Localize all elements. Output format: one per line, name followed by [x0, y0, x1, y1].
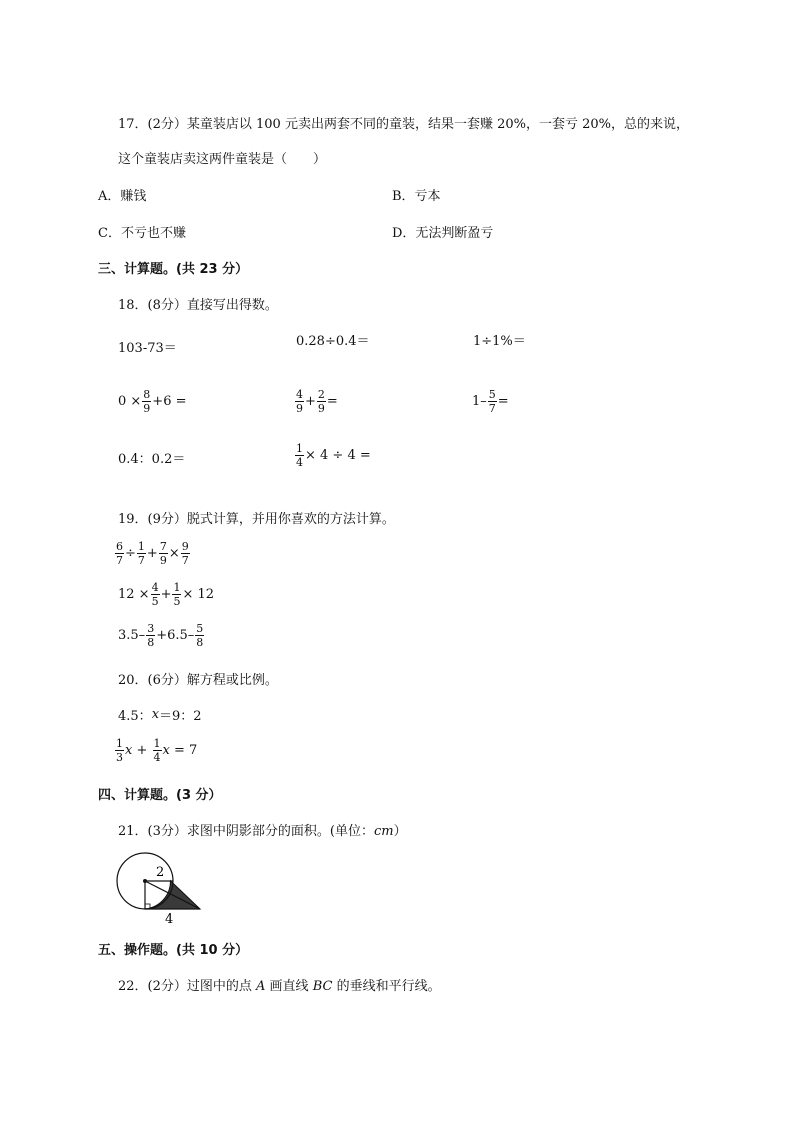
text: = 7: [169, 743, 198, 758]
fraction: [195, 622, 204, 649]
text: 22．(2分）过图中的点: [118, 979, 257, 994]
q18-r3c2: [294, 442, 371, 469]
denominator: 7: [181, 554, 189, 567]
text: × 4 ÷ 4 =: [305, 448, 371, 463]
q19-expr3: [118, 622, 205, 649]
q20-title: 20．(6分）解方程或比例。: [118, 673, 278, 688]
section3-title: 三、计算题。(共 23 分）: [98, 262, 249, 277]
q20-eq1: [118, 705, 202, 724]
numerator: 3: [147, 622, 155, 635]
q18-r1c3: 1÷1%＝: [473, 334, 526, 349]
text: 1–: [472, 394, 487, 409]
numerator: 6: [116, 540, 123, 553]
label-radius: 2: [156, 865, 165, 880]
q18-r1c1: 103-73＝: [118, 341, 177, 356]
denominator: 9: [296, 402, 303, 415]
q17-option-d: D．无法判断盈亏: [392, 226, 494, 241]
q19-expr2: [118, 581, 214, 608]
q17-line2: 这个童装店卖这两件童装是（ ）: [118, 152, 327, 167]
numerator: 9: [181, 540, 189, 553]
fraction: [181, 540, 190, 567]
q21-title: [118, 820, 407, 839]
point-label: A: [256, 979, 266, 994]
q17-option-b: B．亏本: [392, 189, 441, 204]
denominator: 7: [488, 402, 496, 415]
text: =: [326, 394, 338, 409]
fraction: [172, 581, 181, 608]
q18-r3c1: 0.4：0.2＝: [118, 452, 186, 467]
q18-r2c1: [118, 388, 187, 415]
numerator: 1: [173, 581, 181, 594]
q18-title: 18．(8分）直接写出得数。: [118, 298, 278, 313]
numerator: 4: [296, 388, 303, 401]
text: 3.5–: [118, 628, 146, 643]
section4-title: 四、计算题。(3 分）: [98, 788, 222, 803]
denominator: 7: [116, 554, 123, 567]
text: 4.5：: [118, 709, 152, 724]
fraction: [137, 540, 146, 567]
denominator: 8: [147, 636, 155, 649]
fraction: [488, 388, 497, 415]
operator: +: [146, 546, 158, 561]
text: 12 ×: [118, 587, 150, 602]
text: ）: [393, 824, 407, 839]
denominator: 9: [159, 554, 167, 567]
denominator: 9: [143, 402, 151, 415]
q21-figure: [110, 848, 210, 926]
operator: ÷: [125, 546, 136, 561]
operator: +: [305, 394, 316, 409]
variable: x: [151, 707, 160, 722]
numerator: 1: [137, 540, 145, 553]
text: 画直线: [265, 979, 313, 994]
denominator: 8: [196, 636, 204, 649]
fraction: [159, 540, 168, 567]
fraction: [295, 388, 304, 415]
label-base: 4: [165, 912, 174, 926]
denominator: 4: [296, 456, 303, 469]
fraction: [317, 388, 326, 415]
operator: ×: [168, 546, 180, 561]
unit: cm: [373, 824, 394, 839]
q18-r1c2: 0.28÷0.4＝: [296, 334, 370, 349]
text: 21．(3分）求图中阴影部分的面积。(单位：: [118, 824, 374, 839]
numerator: 7: [159, 540, 167, 553]
fraction: [295, 442, 304, 469]
q17-option-a: A．赚钱: [98, 189, 147, 204]
section5-title: 五、操作题。(共 10 分）: [98, 943, 249, 958]
denominator: 9: [317, 402, 325, 415]
numerator: 1: [153, 737, 161, 750]
denominator: 5: [151, 595, 159, 608]
center-dot: [143, 879, 147, 883]
numerator: 8: [143, 388, 151, 401]
fraction: [115, 540, 124, 567]
denominator: 4: [153, 751, 161, 764]
fraction: [146, 622, 155, 649]
numerator: 1: [296, 442, 303, 455]
text: × 12: [182, 587, 215, 602]
q17-option-c: C．不亏也不赚: [98, 226, 186, 241]
denominator: 7: [137, 554, 145, 567]
q18-r2c2: [294, 388, 338, 415]
text: +6 =: [152, 394, 187, 409]
text: ＝9：2: [159, 709, 202, 724]
fraction: [153, 737, 162, 764]
denominator: 3: [116, 751, 123, 764]
text: +6.5–: [156, 628, 195, 643]
fraction: [115, 737, 124, 764]
fraction: [142, 388, 151, 415]
fraction: [151, 581, 160, 608]
denominator: 5: [173, 595, 181, 608]
line-label: BC: [312, 979, 333, 994]
operator: +: [132, 743, 152, 758]
q18-r2c3: [472, 388, 509, 415]
numerator: 5: [488, 388, 496, 401]
q22-title: [118, 975, 441, 994]
text: =: [497, 394, 509, 409]
q19-title: 19．(9分）脱式计算，并用你喜欢的方法计算。: [118, 512, 395, 527]
text: 的垂线和平行线。: [332, 979, 441, 994]
numerator: 4: [151, 581, 159, 594]
operator: +: [160, 587, 172, 602]
numerator: 2: [317, 388, 325, 401]
text: 0 ×: [118, 394, 142, 409]
q20-eq2: [114, 737, 197, 764]
variable: x: [125, 743, 133, 758]
numerator: 1: [116, 737, 123, 750]
q17-line1: 17．(2分）某童装店以 100 元卖出两套不同的童装，结果一套赚 20%，一套亏 20%，总的来说，: [118, 117, 690, 132]
q19-expr1: [114, 540, 191, 567]
variable: x: [162, 743, 170, 758]
numerator: 5: [196, 622, 204, 635]
